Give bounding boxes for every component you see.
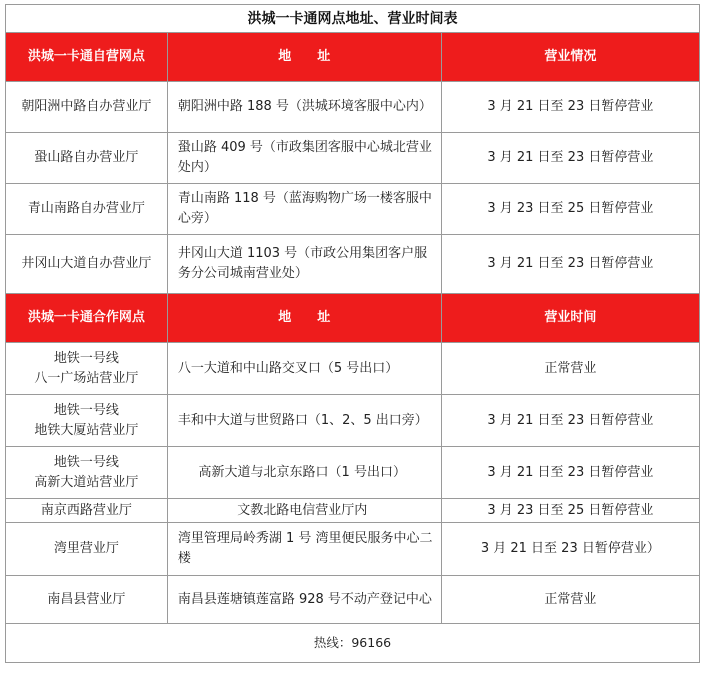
schedule-table-container xyxy=(5,4,700,663)
partner-header-name: 洪城一卡通合作网点 xyxy=(6,294,168,343)
outlet-name: 井冈山大道自办营业厅 xyxy=(6,235,168,294)
outlet-status: 3 月 21 日至 23 日暂停营业 xyxy=(441,133,699,184)
outlet-status: 正常营业 xyxy=(441,343,699,395)
outlet-address: 八一大道和中山路交叉口（5 号出口） xyxy=(167,343,441,395)
table-title: 洪城一卡通网点地址、营业时间表 xyxy=(6,5,700,33)
outlet-status: 3 月 21 日至 23 日暂停营业 xyxy=(441,447,699,499)
table-row xyxy=(6,499,700,523)
outlet-name: 南京西路营业厅 xyxy=(6,499,168,523)
outlet-status: 3 月 23 日至 25 日暂停营业 xyxy=(441,184,699,235)
outlet-name: 青山南路自办营业厅 xyxy=(6,184,168,235)
partner-header-status: 营业时间 xyxy=(441,294,699,343)
partner-header-row xyxy=(6,294,700,343)
outlet-name-line1: 地铁一号线 xyxy=(53,454,119,470)
outlet-name xyxy=(6,395,168,447)
outlet-name: 湾里营业厅 xyxy=(6,523,168,576)
schedule-table xyxy=(5,4,700,663)
table-row xyxy=(6,576,700,624)
partner-header-address: 地 址 xyxy=(167,294,441,343)
outlet-address: 青山南路 118 号（蓝海购物广场一楼客服中心旁） xyxy=(167,184,441,235)
outlet-address: 湾里管理局岭秀湖 1 号 湾里便民服务中心二楼 xyxy=(167,523,441,576)
outlet-status: 3 月 21 日至 23 日暂停营业） xyxy=(441,523,699,576)
self-header-status: 营业情况 xyxy=(441,33,699,82)
outlet-address: 井冈山大道 1103 号（市政公用集团客户服务分公司城南营业处） xyxy=(167,235,441,294)
table-row xyxy=(6,523,700,576)
hotline-text: 热线：96166 xyxy=(6,624,700,663)
outlet-name xyxy=(6,447,168,499)
outlet-name xyxy=(6,343,168,395)
hotline-row xyxy=(6,624,700,663)
self-header-row xyxy=(6,33,700,82)
table-row xyxy=(6,133,700,184)
table-row xyxy=(6,343,700,395)
outlet-name-line2: 地铁大厦站营业厅 xyxy=(34,422,139,438)
outlet-name-line1: 地铁一号线 xyxy=(53,402,119,418)
outlet-address: 丰和中大道与世贸路口（1、2、5 出口旁） xyxy=(167,395,441,447)
outlet-name: 南昌县营业厅 xyxy=(6,576,168,624)
outlet-status: 3 月 21 日至 23 日暂停营业 xyxy=(441,395,699,447)
self-header-address: 地 址 xyxy=(167,33,441,82)
table-row xyxy=(6,82,700,133)
outlet-status: 正常营业 xyxy=(441,576,699,624)
outlet-status: 3 月 21 日至 23 日暂停营业 xyxy=(441,82,699,133)
table-row xyxy=(6,235,700,294)
outlet-address: 朝阳洲中路 188 号（洪城环境客服中心内） xyxy=(167,82,441,133)
outlet-name: 蛩山路自办营业厅 xyxy=(6,133,168,184)
outlet-name-line1: 地铁一号线 xyxy=(53,350,119,366)
outlet-address: 高新大道与北京东路口（1 号出口） xyxy=(167,447,441,499)
self-header-name: 洪城一卡通自营网点 xyxy=(6,33,168,82)
outlet-name: 朝阳洲中路自办营业厅 xyxy=(6,82,168,133)
title-row xyxy=(6,5,700,33)
outlet-name-line2: 高新大道站营业厅 xyxy=(34,474,139,490)
table-row xyxy=(6,395,700,447)
outlet-status: 3 月 23 日至 25 日暂停营业 xyxy=(441,499,699,523)
table-row xyxy=(6,447,700,499)
outlet-name-line2: 八一广场站营业厅 xyxy=(34,370,139,386)
outlet-status: 3 月 21 日至 23 日暂停营业 xyxy=(441,235,699,294)
outlet-address: 南昌县莲塘镇莲富路 928 号不动产登记中心 xyxy=(167,576,441,624)
table-row xyxy=(6,184,700,235)
outlet-address: 蛩山路 409 号（市政集团客服中心城北营业处内） xyxy=(167,133,441,184)
outlet-address: 文教北路电信营业厅内 xyxy=(167,499,441,523)
